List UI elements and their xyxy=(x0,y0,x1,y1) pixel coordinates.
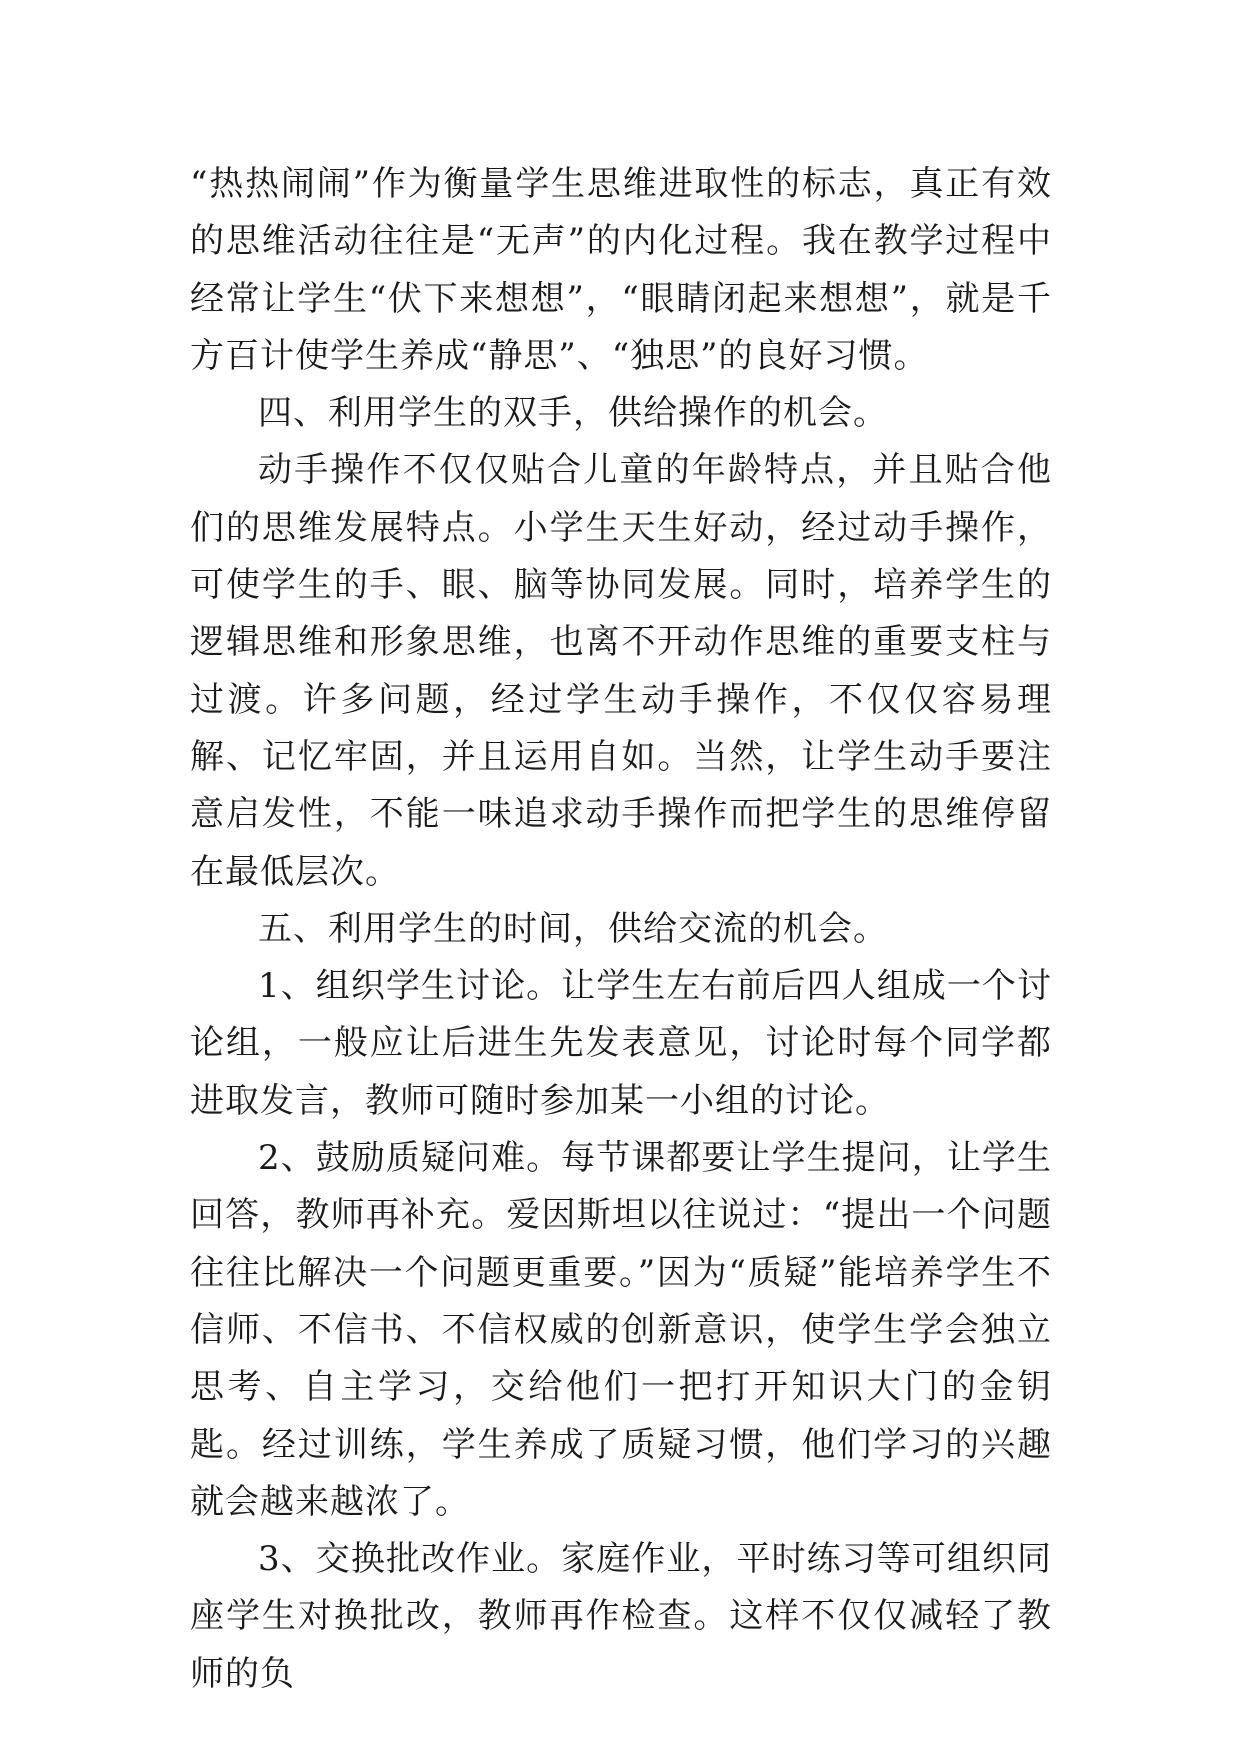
list-item-questioning: 2、鼓励质疑问难。每节课都要让学生提问，让学生回答，教师再补充。爱因斯坦以往说过：“提出一个问题往往比解决一个问题更重要。”因为“质疑”能培养学生不信师、不信书、不信权威的创新意识，使学生学会独立思考、自主学习，交给他们一把打开知识大门的金钥匙。经过训练，学生养成了质疑习惯，他们学习的兴趣就会越来越浓了。 xyxy=(190,1138,1052,1522)
document-body xyxy=(190,156,1052,1703)
paragraph-continuation: “热热闹闹”作为衡量学生思维进取性的标志，真正有效的思维活动往往是“无声”的内化过程。我在教学过程中经常让学生“伏下来想想”，“眼睛闭起来想想”，就是千方百计使学生养成“静思”、“独思”的良好习惯。 xyxy=(190,164,1052,376)
section-heading-five: 五、利用学生的时间，供给交流的机会。 xyxy=(258,908,888,949)
list-item-peer-grading: 3、交换批改作业。家庭作业，平时练习等可组织同座学生对换批改，教师再作检查。这样不仅仅减轻了教师的负 xyxy=(190,1539,1052,1694)
list-item-discussion: 1、组织学生讨论。让学生左右前后四人组成一个讨论组，一般应让后进生先发表意见，讨论时每个同学都进取发言，教师可随时参加某一小组的讨论。 xyxy=(190,966,1052,1121)
section-heading-four: 四、利用学生的双手，供给操作的机会。 xyxy=(258,393,888,434)
paragraph-hands-on: 动手操作不仅仅贴合儿童的年龄特点，并且贴合他们的思维发展特点。小学生天生好动，经过动手操作，可使学生的手、眼、脑等协同发展。同时，培养学生的逻辑思维和形象思维，也离不开动作思维的重要支柱与过渡。许多问题，经过学生动手操作，不仅仅容易理解、记忆牢固，并且运用自如。当然，让学生动手要注意启发性，不能一味追求动手操作而把学生的思维停留在最低层次。 xyxy=(190,450,1052,892)
